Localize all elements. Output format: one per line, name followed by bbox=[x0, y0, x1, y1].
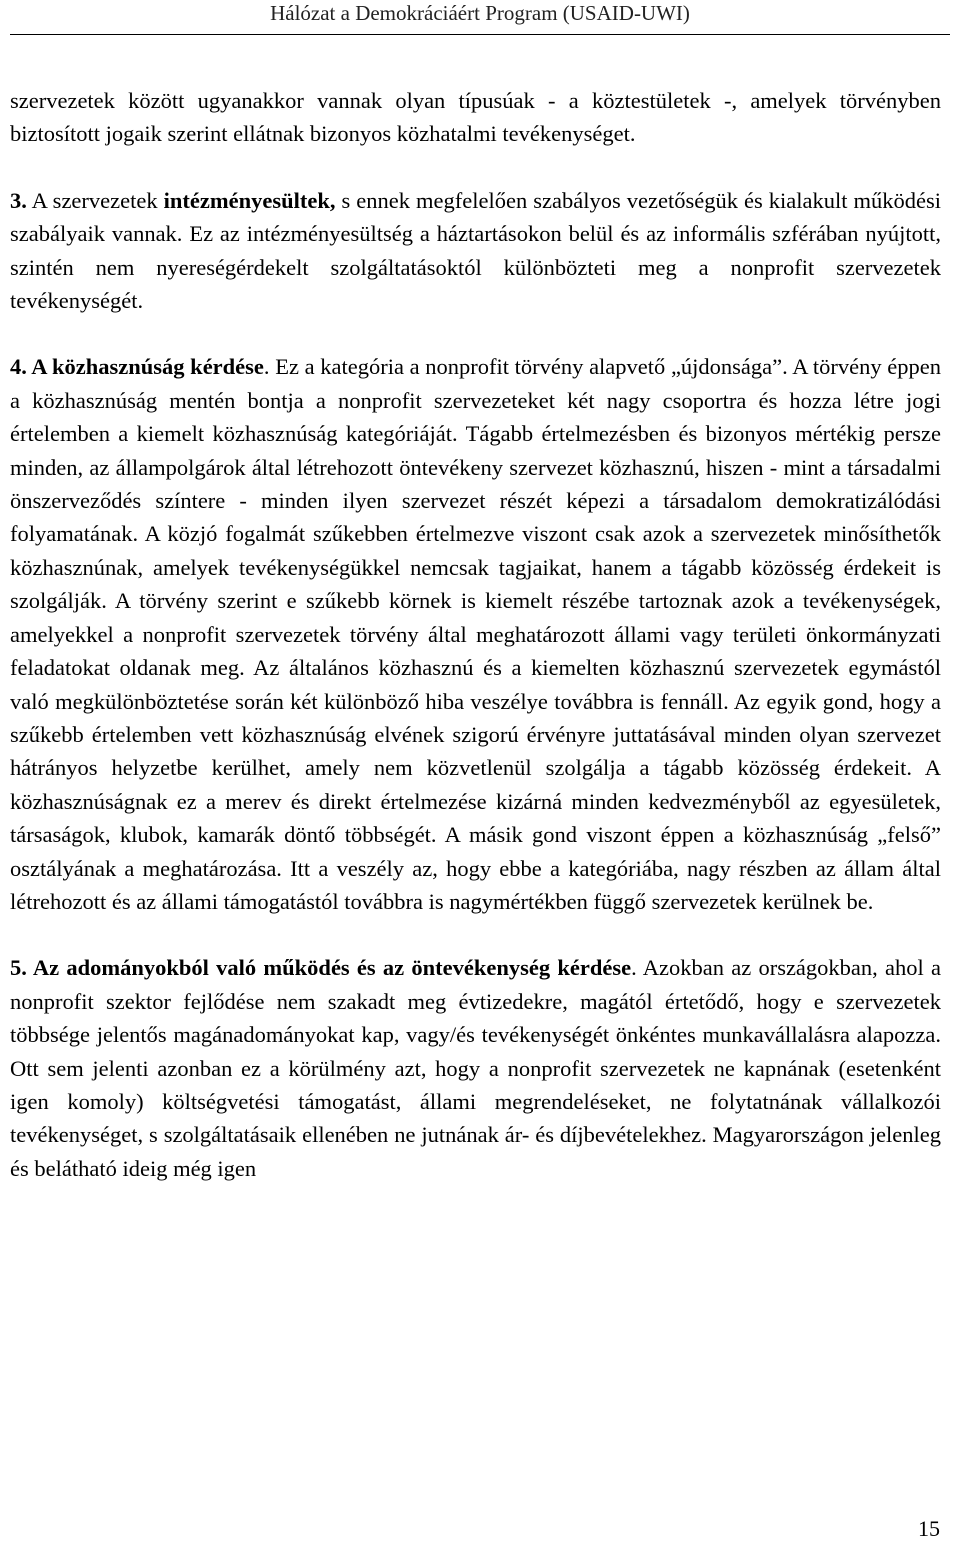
item-number: 4. bbox=[10, 354, 27, 380]
paragraph-heading: Az adományokból való működés és az öntevékenység kérdése bbox=[26, 955, 632, 981]
header-divider bbox=[10, 34, 950, 35]
paragraph-continuation bbox=[10, 84, 941, 151]
page-number: 15 bbox=[918, 1516, 940, 1541]
paragraph-text: . Ez a kategória a nonprofit törvény alapvető „újdonsága”. A törvény éppen a közhasznúság mentén bontja a nonprofit szervezeteket két nagy csoportra és hozza létre jogi értelemben a kiemelt közhasznúság kategóriáját. Tágabb értelmezésben és bizonyos mértékig persze minden, az állampolgárok által létrehozott öntevékeny szervezet közhasznú, hiszen - mint a társadalmi önszerveződés színtere - minden ilyen szervezet részét képezi a társadalom demokratizálódási folyamatának. A közjó fogalmát szűkebben értelmezve viszont csak azok a szervezetek minősíthetők közhasznúnak, amelyek tevékenységükkel nemcsak tagjaikat, hanem a tágabb közösség érdekeit is szolgálják. A törvény szerint e szűkebb körnek is kiemelt részébe tartoznak azok a tevékenységek, amelyekkel a nonprofit szervezetek törvény által meghatározott állami vagy területi önkormányzati feladatokat oldanak meg. Az általános közhasznú és a kiemelten közhasznú szervezetek egymástól való megkülönböztetése során két különböző hiba veszélye továbbra is fennáll. Az egyik gond, hogy a szűkebb értelemben vett közhasznúság elvének szigorú érvényre juttatásával minden olyan szervezet hátrányos helyzetbe kerülhet, amely nem közvetlenül szolgálja a tágabb közösség érdekeit. A közhasznúságnak ez a merev és direkt értelmezése kizárná minden kedvezményből az egyesületek, társaságok, klubok, kamarák döntő többségét. A másik gond viszont éppen a közhasznúság „felső” osztályának a meghatározása. Itt a veszély az, hogy ebbe a kategóriába, nagy részben az állam által létrehozott és az állami támogatástól továbbra is nagymértékben függő szervezetek kerülnek be. bbox=[10, 354, 941, 914]
item-number: 5. bbox=[10, 955, 27, 981]
paragraph-text: s ennek megfelelően szabályos vezetőségük és kialakult működési szabályaik vannak. Ez az intézményesültség a háztartásokon belül és az informális szférában nyújtott, szintén nem nyereségérdekelt szolgáltatásoktól különbözteti meg a nonprofit szervezetek tevékenységét. bbox=[10, 187, 941, 314]
running-header: Hálózat a Demokráciáért Program (USAID-UWI) bbox=[270, 1, 690, 25]
document-body bbox=[10, 84, 941, 1185]
paragraph-text: szervezetek között ugyanakkor vannak olyan típusúak - a köztestületek -, amelyek törvényben biztosított jogaik szerint ellátnak bizonyos közhatalmi tevékenységet. bbox=[10, 88, 941, 147]
paragraph-heading: A közhasznúság kérdése bbox=[26, 354, 264, 380]
paragraph-text: . Azokban az országokban, ahol a nonprofit szektor fejlődése nem szakadt meg évtizedekre, magától értetődő, hogy e szervezetek többsége jelentős magánadományokat kap, vagy/és tevékenységét önkéntes munkavállalásra alapozza. Ott sem jelenti azonban ez a körülmény azt, hogy a nonprofit szervezetek ne kapnának (esetenként igen komoly) költségvetési támogatást, állami megrendeléseket, ne folytatnának vállalkozói tevékenységet, s szolgáltatásaik ellenében ne jutnának ár- és díjbevételekhez. Magyarországon jelenleg és belátható ideig még igen bbox=[10, 955, 941, 1181]
paragraph-heading: intézményesültek, bbox=[163, 187, 336, 213]
paragraph-item-5 bbox=[10, 951, 941, 1185]
item-number: 3. bbox=[10, 187, 27, 213]
paragraph-pre: A szervezetek bbox=[26, 187, 164, 213]
paragraph-item-4 bbox=[10, 350, 941, 918]
paragraph-item-3 bbox=[10, 184, 941, 318]
